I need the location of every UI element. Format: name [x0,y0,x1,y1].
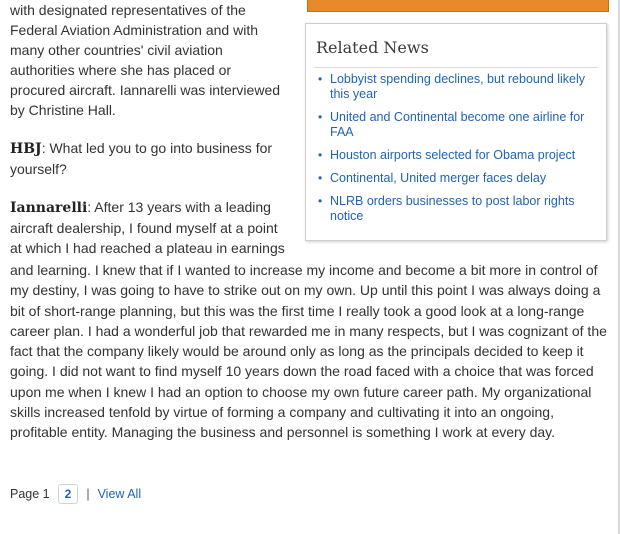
question-paragraph [10,138,288,179]
pagination-separator: | [86,487,90,501]
article-intro: with designated representatives of the Federal Aviation Administration and with many other countries' civil aviation authorities where she has placed or procured aircraft. Iannarelli was interviewed by Christine Hall. [10,2,281,118]
bullet-icon: • [318,171,323,185]
related-news-item [318,110,598,140]
bullet-icon: • [318,194,323,208]
sidebar-accent-bar [307,0,609,12]
related-news-item [318,148,598,163]
bullet-icon: • [318,148,323,162]
page-2-button[interactable]: 2 [58,484,79,504]
related-news-list [318,72,598,232]
question-text: : What led you to go into business for yourself? [10,140,273,177]
bullet-icon: • [318,72,323,86]
related-news-link[interactable]: United and Continental become one airline for FAA [330,110,585,139]
related-news-title: Related News [316,38,429,57]
question-speaker: HBJ [10,141,42,157]
bullet-icon: • [318,110,323,124]
pagination [10,484,141,504]
related-news-item [318,72,598,102]
view-all-link[interactable]: View All [97,487,142,501]
related-news-link[interactable]: Houston airports selected for Obama project [330,148,576,162]
current-page-label: Page 1 [10,487,50,501]
answer-text-top: : After 13 years with a leading aircraft dealership, I found myself at a point at which I had reached a plateau in earnings [10,199,285,256]
related-news-item [318,194,598,224]
answer-paragraph-continued: and learning. I knew that if I wanted to increase my income and become a bit more in control of my destiny, I was going to have to strike out on my own. Up until this point I was always doing a bit of short-range planning, but this was the first time I really took a good look at a long-range career plan. I had a wonderful job that rewarded me in many respects, but I was cognizant of the fact that the company likely would be around only as long as the principals decided to keep it going. I did not want to find myself 10 years down the road faced with a choice that was forced upon me when I knew I had an option to choose my own future career path. My organizational skills increased tenfold by virtue of forming a company and cultivating it into an ongoing, profitable entity. Managing the business and personnel is something I work at every day. [10,262,607,441]
related-news-link[interactable]: Continental, United merger faces delay [330,171,547,185]
article-body-top [10,0,288,276]
related-news-divider [314,67,598,68]
answer-paragraph-top [10,197,288,258]
related-news-box [305,23,607,241]
related-news-item [318,171,598,186]
answer-speaker: Iannarelli [10,200,88,216]
related-news-link[interactable]: NLRB orders businesses to post labor rights notice [330,194,575,223]
related-news-link[interactable]: Lobbyist spending declines, but rebound likely this year [330,72,586,101]
